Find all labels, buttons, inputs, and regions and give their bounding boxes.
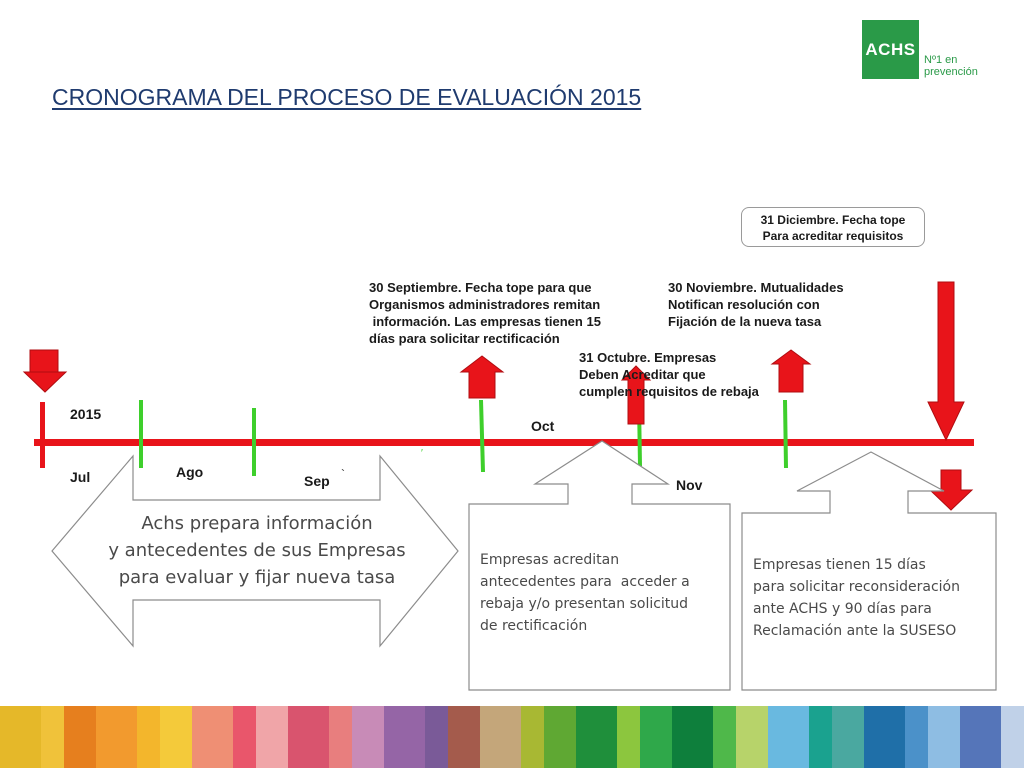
strip-color-band <box>64 706 96 768</box>
strip-color-band <box>905 706 928 768</box>
month-oct: Oct <box>531 418 555 434</box>
strip-color-band <box>384 706 425 768</box>
month-sep: Sep <box>304 473 330 489</box>
event-dec31-line: Para acreditar requisitos <box>762 229 904 243</box>
event-oct31-line: 31 Octubre. Empresas <box>579 350 717 365</box>
strip-color-band <box>864 706 905 768</box>
strip-color-band <box>160 706 192 768</box>
timeline-start-tick <box>40 402 45 468</box>
strip-color-band <box>0 706 41 768</box>
dec31-down-arrow <box>928 282 964 440</box>
phase-prepare-line: y antecedentes de sus Empresas <box>108 540 406 561</box>
strip-color-band <box>960 706 1001 768</box>
strip-color-band <box>425 706 448 768</box>
phase-accredit-line: rebaja y/o presentan solicitud <box>480 596 689 612</box>
event-sep30-line: Organismos administradores remitan <box>369 297 601 312</box>
event-sep30-line: 30 Septiembre. Fecha tope para que <box>369 280 592 295</box>
strip-color-band <box>521 706 544 768</box>
event-nov30-line: 30 Noviembre. Mutualidades <box>668 280 844 295</box>
phase-reconsider-line: Empresas tienen 15 días <box>753 557 926 573</box>
phase-prepare-line: Achs prepara información <box>141 513 373 534</box>
event-nov30-line: Fijación de la nueva tasa <box>668 314 822 329</box>
strip-color-band <box>352 706 384 768</box>
decorative-color-strip <box>0 706 1024 768</box>
event-dec31-line: 31 Diciembre. Fecha tope <box>760 213 906 227</box>
year-label: 2015 <box>70 406 102 422</box>
stray-mark: ′ <box>421 448 423 459</box>
event-oct31-line: Deben Acreditar que <box>579 367 706 382</box>
event-nov30 <box>668 279 844 330</box>
strip-color-band <box>713 706 736 768</box>
strip-color-band <box>448 706 480 768</box>
start-down-arrow <box>24 350 66 392</box>
strip-color-band <box>137 706 160 768</box>
phase-accredit-line: antecedentes para acceder a <box>480 574 690 590</box>
event-nov30-line: Notifican resolución con <box>668 297 820 312</box>
event-oct31-line: cumplen requisitos de rebaja <box>579 384 759 399</box>
event-sep30-line: días para solicitar rectificación <box>369 331 560 346</box>
month-ticks <box>141 400 786 476</box>
strip-color-band <box>809 706 832 768</box>
strip-color-band <box>832 706 864 768</box>
strip-color-band <box>41 706 64 768</box>
strip-color-band <box>768 706 809 768</box>
event-dec31-callout <box>741 207 925 247</box>
strip-color-band <box>1001 706 1024 768</box>
phase-prepare-text <box>92 510 422 591</box>
timeline-line <box>34 439 974 446</box>
phase-reconsider-line: ante ACHS y 90 días para <box>753 601 932 617</box>
strip-color-band <box>256 706 288 768</box>
phase-reconsider-line: Reclamación ante la SUSESO <box>753 623 957 639</box>
event-oct31 <box>579 349 759 400</box>
logo-brand: ACHS <box>865 39 916 59</box>
phase-prepare-line: para evaluar y fijar nueva tasa <box>118 567 396 588</box>
month-nov: Nov <box>676 477 703 493</box>
strip-color-band <box>544 706 576 768</box>
strip-color-band <box>736 706 768 768</box>
strip-color-band <box>96 706 137 768</box>
strip-color-band <box>233 706 256 768</box>
strip-color-band <box>672 706 713 768</box>
strip-color-band <box>192 706 233 768</box>
event-sep30-line: información. Las empresas tienen 15 <box>369 314 601 329</box>
event-sep30 <box>369 279 601 347</box>
month-jul: Jul <box>70 469 91 485</box>
tick-oct <box>481 400 483 472</box>
phase-accredit-line: Empresas acreditan <box>480 552 620 568</box>
phase-reconsider-line: para solicitar reconsideración <box>753 579 960 595</box>
strip-color-band <box>928 706 960 768</box>
logo-tagline: Nº1 en prevención <box>924 54 978 78</box>
month-ago: Ago <box>176 464 204 480</box>
sep-mark: ` <box>341 467 345 481</box>
strip-color-band <box>480 706 521 768</box>
phase-accredit-text <box>480 549 725 637</box>
strip-color-band <box>329 706 352 768</box>
phase-reconsider-text <box>753 554 993 642</box>
phase-accredit-line: de rectificación <box>480 618 588 634</box>
page-title: CRONOGRAMA DEL PROCESO DE EVALUACIÓN 2015 <box>52 84 642 110</box>
strip-color-band <box>617 706 640 768</box>
strip-color-band <box>576 706 617 768</box>
strip-color-band <box>288 706 329 768</box>
strip-color-band <box>640 706 672 768</box>
nov30-up-arrow <box>772 350 810 392</box>
tick-dec <box>785 400 786 468</box>
sep30-up-arrow <box>461 356 503 398</box>
